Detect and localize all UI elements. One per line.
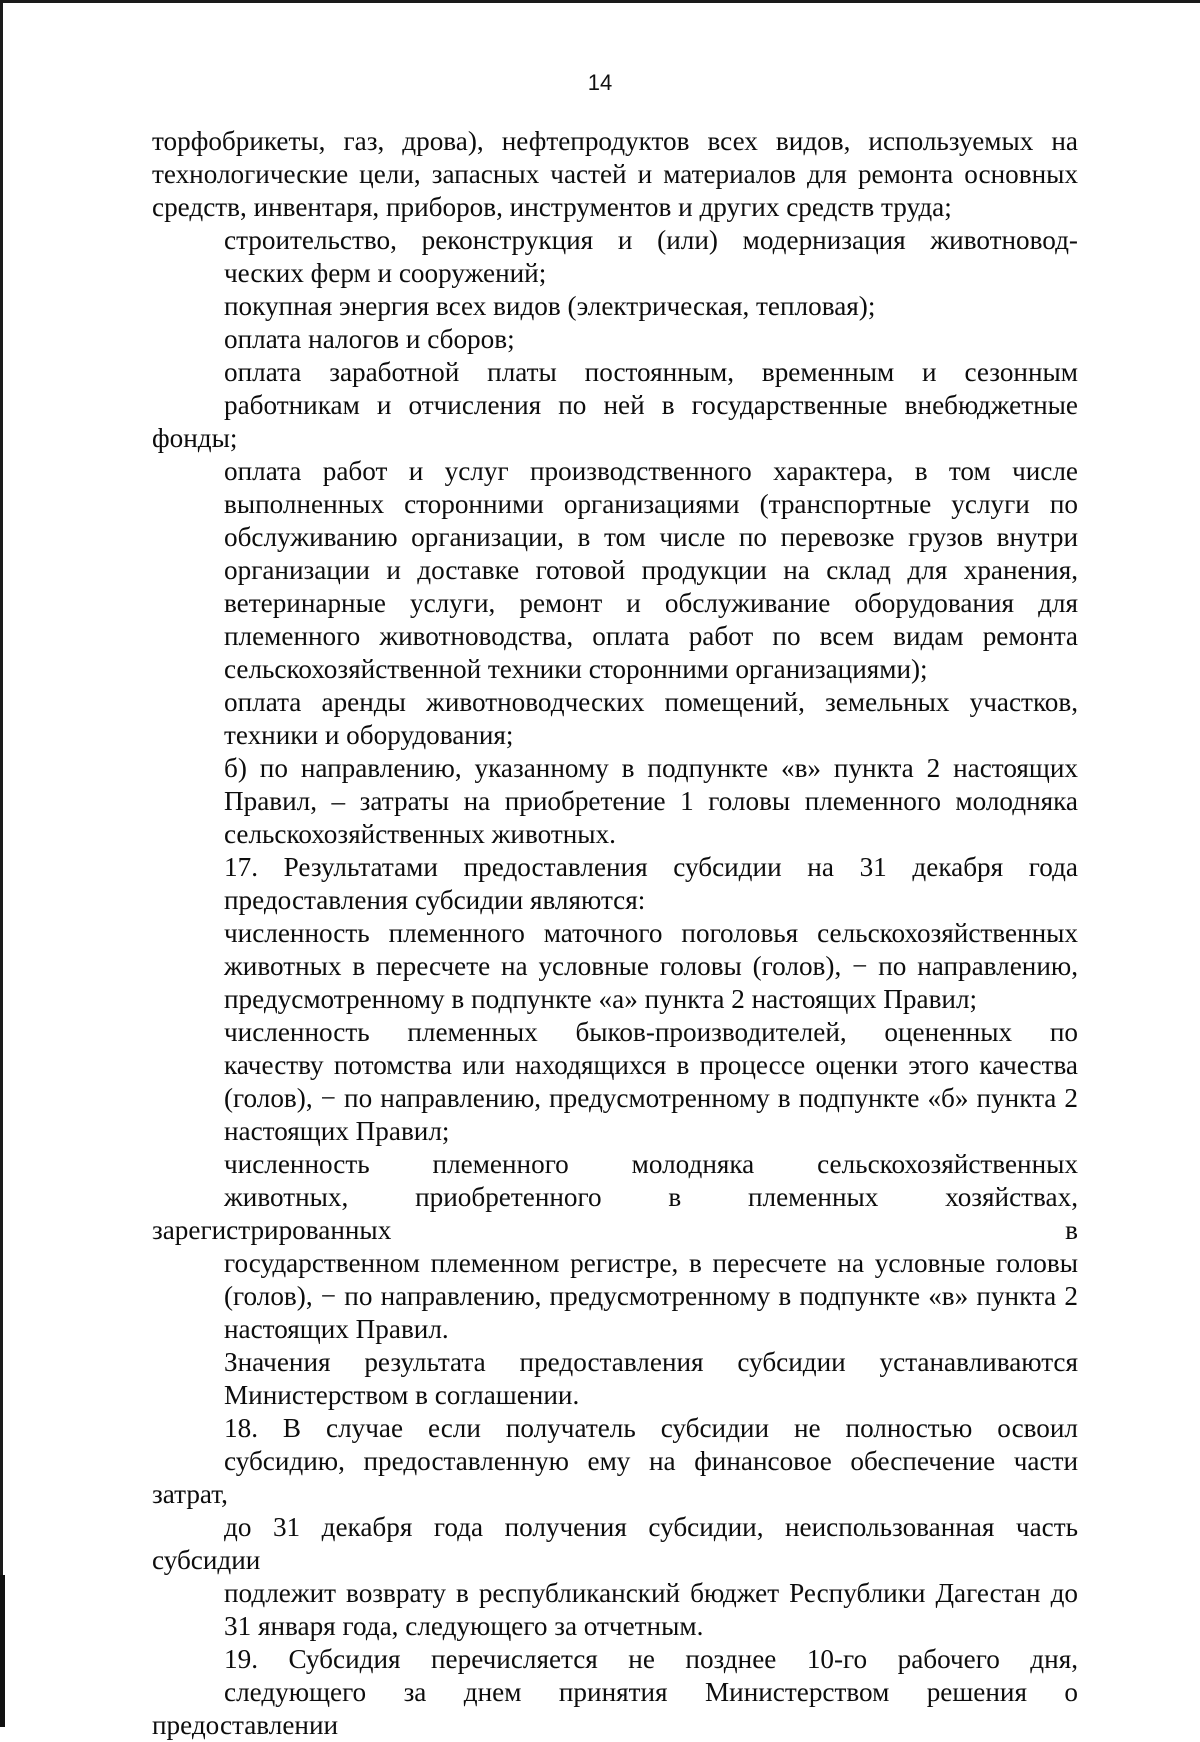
text-line: 19. Субсидия перечисляется не позднее 10-го рабочего дня,: [224, 1644, 1078, 1674]
text-line: технологические цели, запасных частей и материалов для ремонта основных: [152, 159, 1078, 189]
text-line: до 31 декабря года получения субсидии, неиспользованная часть субсидии: [152, 1512, 1078, 1575]
paragraph: [152, 125, 1078, 224]
text-line: техники и оборудования;: [224, 720, 514, 750]
text-line: организации и доставке готовой продукции на склад для хранения,: [224, 555, 1078, 585]
scan-border-left-bottom: [0, 1575, 5, 1727]
text-line: оплата работ и услуг производственного характера, в том числе: [224, 456, 1078, 486]
text-line: численность племенного молодняка сельскохозяйственных: [224, 1149, 1078, 1179]
text-line: сельскохозяйственной техники сторонними организациями);: [224, 654, 928, 684]
paragraph: [152, 752, 1078, 851]
text-line: настоящих Правил.: [224, 1314, 449, 1344]
text-line: Правил, – затраты на приобретение 1 головы племенного молодняка: [224, 786, 1078, 816]
text-line: субсидию, предоставленную ему на финансовое обеспечение части затрат,: [152, 1446, 1078, 1509]
text-line: покупная энергия всех видов (электрическая, тепловая);: [224, 291, 876, 321]
text-line: работникам и отчисления по ней в государственные внебюджетные фонды;: [152, 390, 1078, 453]
text-line: ветеринарные услуги, ремонт и обслуживание оборудования для: [224, 588, 1078, 618]
paragraph: [152, 1016, 1078, 1148]
text-line: строительство, реконструкция и (или) модернизация животновод-: [224, 225, 1078, 255]
paragraph: [152, 290, 1078, 323]
paragraph: [152, 356, 1078, 455]
text-line: (голов), − по направлению, предусмотренному в подпункте «в» пункта 2: [224, 1281, 1078, 1311]
text-line: животных, приобретенного в племенных хозяйствах, зарегистрированных в: [152, 1182, 1078, 1245]
paragraph: [152, 323, 1078, 356]
text-line: настоящих Правил;: [224, 1116, 450, 1146]
text-line: численность племенного маточного поголовья сельскохозяйственных: [224, 918, 1078, 948]
text-line: государственном племенном регистре, в пересчете на условные головы: [224, 1248, 1078, 1278]
text-line: б) по направлению, указанному в подпункте «в» пункта 2 настоящих: [224, 753, 1078, 783]
text-line: средств, инвентаря, приборов, инструментов и других средств труда;: [152, 192, 952, 222]
paragraph: [152, 1412, 1078, 1643]
text-line: Значения результата предоставления субсидии устанавливаются: [224, 1347, 1078, 1377]
text-line: торфобрикеты, газ, дрова), нефтепродуктов всех видов, используемых на: [152, 126, 1078, 156]
paragraph: [152, 455, 1078, 686]
paragraph: [152, 917, 1078, 1016]
paragraph: [152, 851, 1078, 917]
scan-border-left: [0, 0, 3, 1727]
page-number: 14: [587, 70, 613, 95]
text-line: предусмотренному в подпункте «а» пункта 2 настоящих Правил;: [224, 984, 978, 1014]
text-line: оплата аренды животноводческих помещений, земельных участков,: [224, 687, 1078, 717]
text-line: сельскохозяйственных животных.: [224, 819, 616, 849]
text-line: 18. В случае если получатель субсидии не полностью освоил: [224, 1413, 1078, 1443]
text-line: оплата заработной платы постоянным, временным и сезонным: [224, 357, 1078, 387]
paragraph: [152, 224, 1078, 290]
paragraph: [152, 1346, 1078, 1412]
document-body: [152, 125, 1078, 1742]
paragraph: [152, 1643, 1078, 1742]
text-line: оплата налогов и сборов;: [224, 324, 515, 354]
text-line: племенного животноводства, оплата работ по всем видам ремонта: [224, 621, 1078, 651]
text-line: численность племенных быков-производителей, оцененных по: [224, 1017, 1078, 1047]
text-line: (голов), − по направлению, предусмотренному в подпункте «б» пункта 2: [224, 1083, 1078, 1113]
text-line: выполненных сторонними организациями (транспортные услуги по: [224, 489, 1078, 519]
text-line: Министерством в соглашении.: [224, 1380, 580, 1410]
text-line: обслуживанию организации, в том числе по перевозке грузов внутри: [224, 522, 1078, 552]
text-line: животных в пересчете на условные головы (голов), − по направлению,: [224, 951, 1078, 981]
scan-border-top: [0, 0, 1200, 3]
text-line: ческих ферм и сооружений;: [224, 258, 547, 288]
paragraph: [152, 686, 1078, 752]
text-line: подлежит возврату в республиканский бюджет Республики Дагестан до: [224, 1578, 1078, 1608]
text-line: следующего за днем принятия Министерством решения о предоставлении: [152, 1677, 1078, 1740]
text-line: предоставления субсидии являются:: [224, 885, 646, 915]
text-line: 31 января года, следующего за отчетным.: [224, 1611, 704, 1641]
text-line: 17. Результатами предоставления субсидии на 31 декабря года: [224, 852, 1078, 882]
paragraph: [152, 1148, 1078, 1346]
text-line: качеству потомства или находящихся в процессе оценки этого качества: [224, 1050, 1078, 1080]
